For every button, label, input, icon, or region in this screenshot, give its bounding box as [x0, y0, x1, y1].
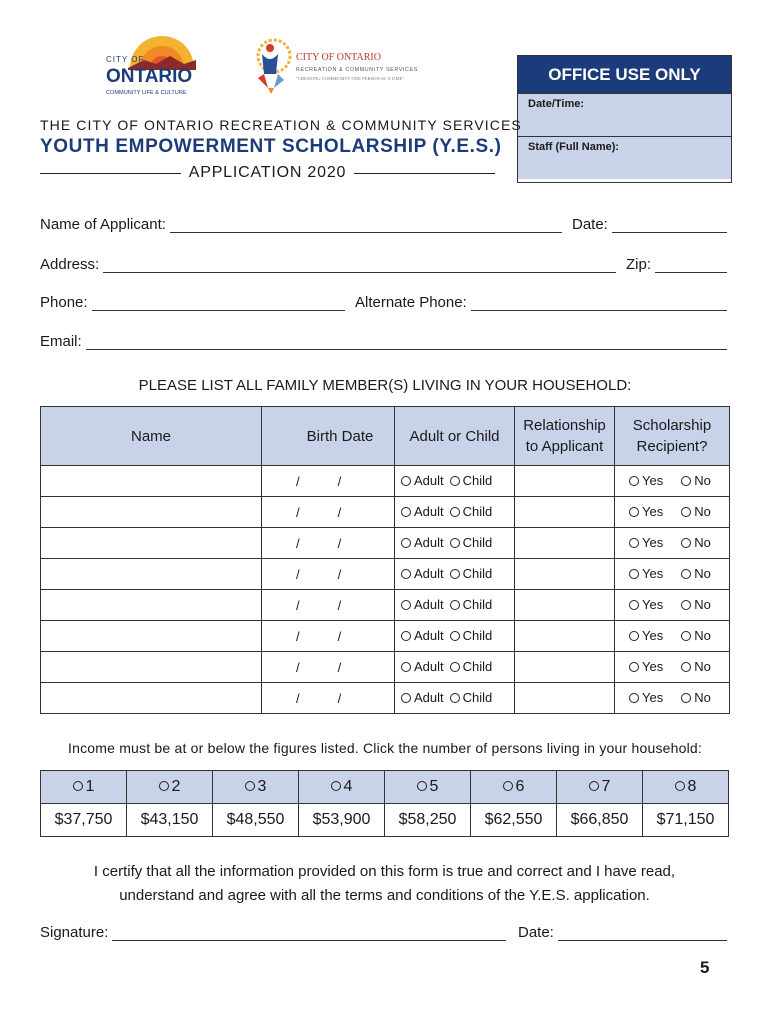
no-radio[interactable]: No [681, 628, 711, 643]
scholarship-cell [615, 652, 730, 683]
date-slash: / [296, 473, 300, 489]
radio-circle-icon [675, 781, 685, 791]
radio-circle-icon [401, 476, 411, 486]
radio-circle-icon [401, 631, 411, 641]
column-header-birth-date: Birth Date [262, 407, 395, 466]
address-field[interactable] [40, 256, 616, 273]
divider [354, 173, 495, 174]
child-radio[interactable]: Child [450, 690, 493, 705]
date-slash: / [337, 690, 342, 706]
radio-circle-icon [450, 507, 460, 517]
no-radio[interactable]: No [681, 690, 711, 705]
application-date-field[interactable] [572, 216, 727, 233]
scholarship-cell [615, 590, 730, 621]
alternate-phone-label: Alternate Phone: [355, 294, 467, 311]
relationship-cell[interactable] [515, 683, 615, 714]
office-use-title: OFFICE USE ONLY [518, 56, 731, 93]
income-table [40, 770, 729, 837]
radio-circle-icon [450, 662, 460, 672]
organization-line: THE CITY OF ONTARIO RECREATION & COMMUNITY SERVICES [40, 117, 522, 133]
scholarship-cell [615, 683, 730, 714]
birth-date-cell[interactable] [262, 528, 395, 559]
radio-circle-icon [450, 693, 460, 703]
radio-circle-icon [450, 569, 460, 579]
child-radio[interactable]: Child [450, 504, 493, 519]
no-radio[interactable]: No [681, 473, 711, 488]
column-header-relationship: Relationship to Applicant [515, 407, 615, 466]
household-size-option[interactable]: 1 [41, 771, 127, 804]
date-slash: / [296, 566, 300, 582]
relationship-cell[interactable] [515, 652, 615, 683]
adult-radio[interactable]: Adult [401, 504, 444, 519]
relationship-cell[interactable] [515, 466, 615, 497]
certification-line-2: understand and agree with all the terms and conditions of the Y.E.S. application. [119, 887, 650, 904]
date-slash: / [337, 659, 342, 675]
birth-date-cell[interactable] [262, 466, 395, 497]
radio-circle-icon [629, 538, 639, 548]
svg-text:"CREATING COMMUNITY ONE PERSON: "CREATING COMMUNITY ONE PERSON AT A TIME" [296, 76, 405, 81]
radio-circle-icon [629, 600, 639, 610]
date-slash: / [296, 659, 300, 675]
table-row [41, 683, 730, 714]
recreation-community-services-logo [248, 34, 438, 96]
city-of-ontario-logo [100, 24, 220, 102]
radio-circle-icon [450, 538, 460, 548]
radio-circle-icon [681, 662, 691, 672]
applicant-name-field[interactable] [40, 216, 562, 233]
income-limit-amount: $66,850 [557, 804, 643, 837]
radio-circle-icon [401, 600, 411, 610]
radio-circle-icon [401, 693, 411, 703]
yes-radio[interactable]: Yes [629, 597, 663, 612]
divider [40, 173, 181, 174]
adult-child-cell [395, 683, 515, 714]
date-slash: / [337, 597, 342, 613]
yes-radio[interactable]: Yes [629, 566, 663, 581]
date-slash: / [337, 628, 342, 644]
zip-field[interactable] [626, 256, 727, 273]
birth-date-cell[interactable] [262, 559, 395, 590]
birth-date-cell[interactable] [262, 621, 395, 652]
relationship-cell[interactable] [515, 559, 615, 590]
column-header-scholarship: Scholarship Recipient? [615, 407, 730, 466]
yes-radio[interactable]: Yes [629, 504, 663, 519]
household-size-option[interactable]: 8 [643, 771, 729, 804]
radio-circle-icon [589, 781, 599, 791]
date-slash: / [296, 628, 300, 644]
phone-label: Phone: [40, 294, 88, 311]
radio-circle-icon [681, 476, 691, 486]
child-radio[interactable]: Child [450, 566, 493, 581]
birth-date-cell[interactable] [262, 652, 395, 683]
column-header-name: Name [41, 407, 262, 466]
member-name-cell[interactable] [41, 590, 262, 621]
date-slash: / [296, 535, 300, 551]
office-staff-label: Staff (Full Name): [528, 141, 620, 153]
income-limit-amount: $58,250 [385, 804, 471, 837]
member-name-cell[interactable] [41, 497, 262, 528]
radio-circle-icon [629, 476, 639, 486]
yes-radio[interactable]: Yes [629, 473, 663, 488]
adult-radio[interactable]: Adult [401, 535, 444, 550]
svg-text:CITY OF ONTARIO: CITY OF ONTARIO [296, 52, 381, 63]
birth-date-cell[interactable] [262, 683, 395, 714]
income-limit-amount: $37,750 [41, 804, 127, 837]
radio-circle-icon [245, 781, 255, 791]
adult-child-cell [395, 621, 515, 652]
radio-circle-icon [681, 600, 691, 610]
adult-radio[interactable]: Adult [401, 659, 444, 674]
child-radio[interactable]: Child [450, 473, 493, 488]
yes-radio[interactable]: Yes [629, 535, 663, 550]
radio-circle-icon [629, 569, 639, 579]
office-staff-field[interactable] [518, 136, 731, 179]
birth-date-cell[interactable] [262, 497, 395, 528]
radio-circle-icon [450, 600, 460, 610]
radio-circle-icon [401, 569, 411, 579]
scholarship-cell [615, 528, 730, 559]
phone-field[interactable] [40, 294, 345, 311]
application-date-label: Date: [572, 216, 608, 233]
radio-circle-icon [159, 781, 169, 791]
yes-radio[interactable]: Yes [629, 628, 663, 643]
certification-statement [40, 860, 729, 908]
page-number: 5 [700, 958, 710, 977]
signature-date-field[interactable] [518, 924, 727, 941]
household-table [40, 406, 730, 714]
no-radio[interactable]: No [681, 659, 711, 674]
radio-circle-icon [331, 781, 341, 791]
adult-radio[interactable]: Adult [401, 566, 444, 581]
radio-circle-icon [73, 781, 83, 791]
relationship-cell[interactable] [515, 590, 615, 621]
date-slash: / [337, 566, 342, 582]
income-limit-amount: $43,150 [127, 804, 213, 837]
radio-circle-icon [450, 631, 460, 641]
scholarship-cell [615, 559, 730, 590]
date-slash: / [296, 504, 300, 520]
adult-child-cell [395, 652, 515, 683]
household-size-option[interactable]: 2 [127, 771, 213, 804]
table-row [41, 559, 730, 590]
applicant-name-label: Name of Applicant: [40, 216, 166, 233]
table-row [41, 466, 730, 497]
member-name-cell[interactable] [41, 621, 262, 652]
child-radio[interactable]: Child [450, 597, 493, 612]
radio-circle-icon [681, 693, 691, 703]
svg-text:CITY OF: CITY OF [106, 55, 145, 64]
application-year: APPLICATION 2020 [188, 164, 347, 181]
household-size-option[interactable]: 7 [557, 771, 643, 804]
radio-circle-icon [503, 781, 513, 791]
email-field[interactable] [40, 333, 727, 350]
scholarship-cell [615, 621, 730, 652]
relationship-cell[interactable] [515, 528, 615, 559]
member-name-cell[interactable] [41, 559, 262, 590]
signature-field[interactable] [40, 924, 506, 941]
adult-radio[interactable]: Adult [401, 597, 444, 612]
date-slash: / [337, 473, 342, 489]
scholarship-cell [615, 466, 730, 497]
certification-line-1: I certify that all the information provided on this form is true and correct and I have read, [93, 863, 676, 880]
income-limit-amount: $71,150 [643, 804, 729, 837]
radio-circle-icon [681, 631, 691, 641]
adult-radio[interactable]: Adult [401, 690, 444, 705]
child-radio[interactable]: Child [450, 659, 493, 674]
income-limit-amount: $53,900 [299, 804, 385, 837]
table-row [41, 528, 730, 559]
relationship-cell[interactable] [515, 621, 615, 652]
adult-child-cell [395, 559, 515, 590]
signature-label: Signature: [40, 924, 109, 941]
income-instructions: Income must be at or below the figures listed. Click the number of persons living in your household: [68, 740, 702, 756]
application-year-line [40, 162, 495, 184]
date-slash: / [337, 504, 342, 520]
radio-circle-icon [681, 507, 691, 517]
household-section-title: PLEASE LIST ALL FAMILY MEMBER(S) LIVING IN YOUR HOUSEHOLD: [138, 377, 632, 394]
adult-child-cell [395, 466, 515, 497]
member-name-cell[interactable] [41, 466, 262, 497]
child-radio[interactable]: Child [450, 535, 493, 550]
birth-date-cell[interactable] [262, 590, 395, 621]
radio-circle-icon [401, 507, 411, 517]
community-figure-icon [258, 40, 290, 94]
no-radio[interactable]: No [681, 566, 711, 581]
adult-child-cell [395, 590, 515, 621]
yes-radio[interactable]: Yes [629, 690, 663, 705]
office-date-time-label: Date/Time: [528, 98, 585, 110]
no-radio[interactable]: No [681, 504, 711, 519]
child-radio[interactable]: Child [450, 628, 493, 643]
svg-text:ONTARIO: ONTARIO [106, 66, 193, 87]
table-row [41, 497, 730, 528]
radio-circle-icon [450, 476, 460, 486]
signature-date-label: Date: [518, 924, 554, 941]
adult-child-cell [395, 497, 515, 528]
alternate-phone-field[interactable] [355, 294, 727, 311]
radio-circle-icon [681, 569, 691, 579]
yes-radio[interactable]: Yes [629, 659, 663, 674]
radio-circle-icon [401, 662, 411, 672]
adult-radio[interactable]: Adult [401, 628, 444, 643]
table-row [41, 621, 730, 652]
office-use-box [517, 55, 732, 183]
radio-circle-icon [629, 693, 639, 703]
svg-text:RECREATION & COMMUNITY SERVICE: RECREATION & COMMUNITY SERVICES [296, 67, 418, 73]
office-date-time-field[interactable] [518, 93, 731, 136]
member-name-cell[interactable] [41, 683, 262, 714]
page-title: YOUTH EMPOWERMENT SCHOLARSHIP (Y.E.S.) [40, 136, 502, 157]
radio-circle-icon [629, 631, 639, 641]
date-slash: / [337, 535, 342, 551]
household-size-option[interactable]: 6 [471, 771, 557, 804]
household-size-option[interactable]: 5 [385, 771, 471, 804]
radio-circle-icon [681, 538, 691, 548]
household-size-option[interactable]: 3 [213, 771, 299, 804]
no-radio[interactable]: No [681, 597, 711, 612]
income-limit-amount: $48,550 [213, 804, 299, 837]
radio-circle-icon [417, 781, 427, 791]
email-label: Email: [40, 333, 82, 350]
no-radio[interactable]: No [681, 535, 711, 550]
radio-circle-icon [629, 507, 639, 517]
adult-radio[interactable]: Adult [401, 473, 444, 488]
table-row [41, 590, 730, 621]
relationship-cell[interactable] [515, 497, 615, 528]
zip-label: Zip: [626, 256, 652, 273]
adult-child-cell [395, 528, 515, 559]
radio-circle-icon [629, 662, 639, 672]
svg-text:COMMUNITY LIFE & CULTURE: COMMUNITY LIFE & CULTURE [106, 90, 187, 96]
date-slash: / [296, 597, 300, 613]
member-name-cell[interactable] [41, 528, 262, 559]
household-size-option[interactable]: 4 [299, 771, 385, 804]
table-row [41, 652, 730, 683]
radio-circle-icon [401, 538, 411, 548]
column-header-adult-child: Adult or Child [395, 407, 515, 466]
member-name-cell[interactable] [41, 652, 262, 683]
address-label: Address: [40, 256, 100, 273]
scholarship-cell [615, 497, 730, 528]
income-limit-amount: $62,550 [471, 804, 557, 837]
date-slash: / [296, 690, 300, 706]
